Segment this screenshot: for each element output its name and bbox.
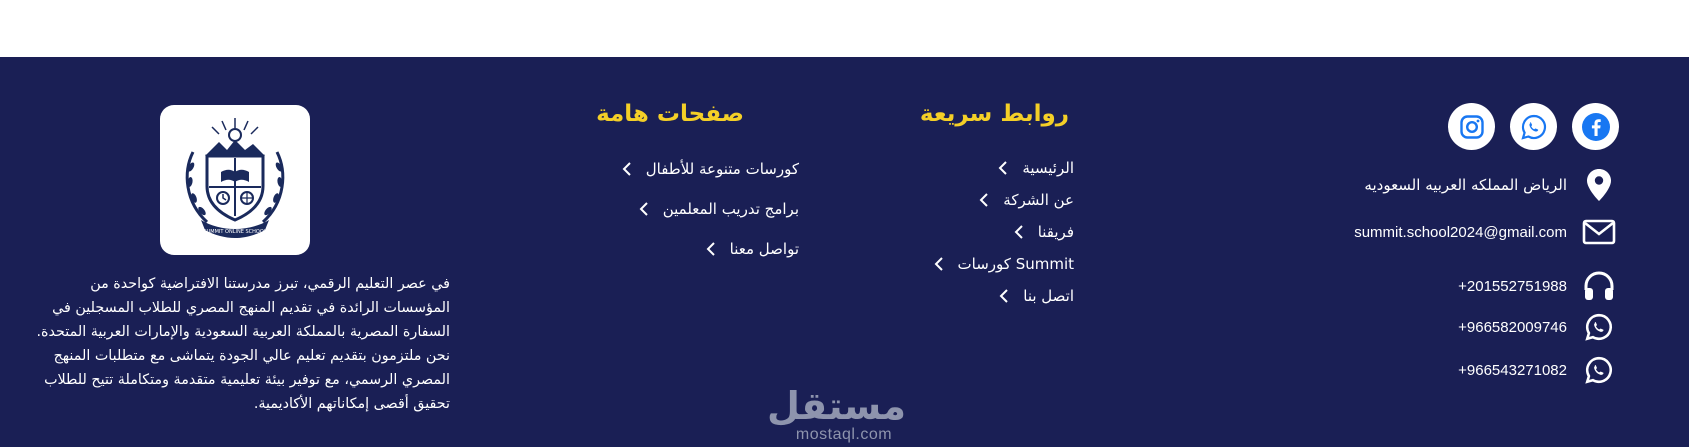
site-footer [0, 57, 1689, 447]
chevron-left-icon [704, 242, 716, 256]
contact-email[interactable] [1354, 212, 1619, 252]
chevron-left-icon [1012, 225, 1024, 239]
page-top-area [0, 0, 1689, 57]
instagram-link[interactable] [1448, 103, 1495, 150]
watermark-latin: mostaql.com [795, 426, 893, 443]
page-link-label: برامج تدريب المعلمين [662, 200, 799, 218]
quick-link-label: فريقنا [1037, 223, 1074, 241]
quick-links-title: روابط سريعة [919, 101, 1069, 127]
email-text[interactable]: summit.school2024@gmail.com [1354, 223, 1567, 241]
whatsapp-number-1[interactable]: +966582009746 [1458, 318, 1567, 336]
quick-link-label: Summit كورسات [957, 255, 1074, 273]
quick-links-list [932, 152, 1074, 312]
headset-icon [1579, 266, 1619, 306]
watermark-arabic: مستقل [767, 384, 906, 428]
whatsapp-number-2[interactable]: +966543271082 [1458, 361, 1567, 379]
quick-link-label: اتصل بنا [1023, 287, 1074, 305]
chevron-left-icon [997, 289, 1009, 303]
contact-whatsapp-2[interactable] [1458, 350, 1619, 390]
school-logo[interactable] [160, 105, 310, 255]
chevron-left-icon [637, 202, 649, 216]
contact-whatsapp-1[interactable] [1458, 307, 1619, 347]
important-pages-title: صفحات هامة [596, 101, 744, 127]
logo-ribbon-text: SUMMIT ONLINE SCHOOL [203, 229, 267, 235]
whatsapp-link[interactable] [1510, 103, 1557, 150]
mostaql-watermark [767, 384, 906, 443]
social-links [1448, 103, 1619, 150]
whatsapp-icon [1520, 113, 1548, 141]
facebook-link[interactable] [1572, 103, 1619, 150]
chevron-left-icon [932, 257, 944, 271]
chevron-left-icon [620, 162, 632, 176]
facebook-icon [1581, 112, 1611, 142]
page-link-label: تواصل معنا [729, 240, 799, 258]
quick-link-contact[interactable] [932, 280, 1074, 312]
quick-link-about[interactable] [932, 184, 1074, 216]
page-link-teacher-training[interactable] [620, 189, 799, 229]
page-link-label: كورسات متنوعة للأطفال [645, 160, 799, 178]
school-crest-icon [167, 112, 303, 248]
about-description: في عصر التعليم الرقمي، تبرز مدرستنا الافتراضية كواحدة من المؤسسات الرائدة في تقديم المنهج المصري للطلاب المسجلين في السفارة المصرية بالمملكة العربية السعودية والإمارات العربية المتحدة. نحن ملتزمون بتقديم تعليم عالي الجودة يتماشى مع متطلبات المنهج المصري الرسمي، مع توفير بيئة تعليمية متقدمة ومتكاملة تتيح للطلاب تحقيق أقصى إمكاناتهم الأكاديمية. [36, 276, 450, 412]
quick-link-home[interactable] [932, 152, 1074, 184]
phone-text[interactable]: +201552751988 [1458, 277, 1567, 295]
chevron-left-icon [977, 193, 989, 207]
chevron-left-icon [996, 161, 1008, 175]
location-pin-icon [1579, 165, 1619, 205]
whatsapp-icon [1579, 307, 1619, 347]
envelope-icon [1579, 212, 1619, 252]
quick-link-team[interactable] [932, 216, 1074, 248]
instagram-icon [1459, 114, 1485, 140]
page-link-contact-us[interactable] [620, 229, 799, 269]
quick-link-label: عن الشركة [1003, 191, 1074, 209]
contact-address [1364, 165, 1619, 205]
page-link-kids-courses[interactable] [620, 149, 799, 189]
address-text: الرياض المملكه العربيه السعوديه [1364, 176, 1567, 194]
whatsapp-icon [1579, 350, 1619, 390]
quick-link-label: الرئيسية [1022, 159, 1074, 177]
important-pages-list [620, 149, 799, 269]
quick-link-courses[interactable] [932, 248, 1074, 280]
contact-phone[interactable] [1458, 266, 1619, 306]
